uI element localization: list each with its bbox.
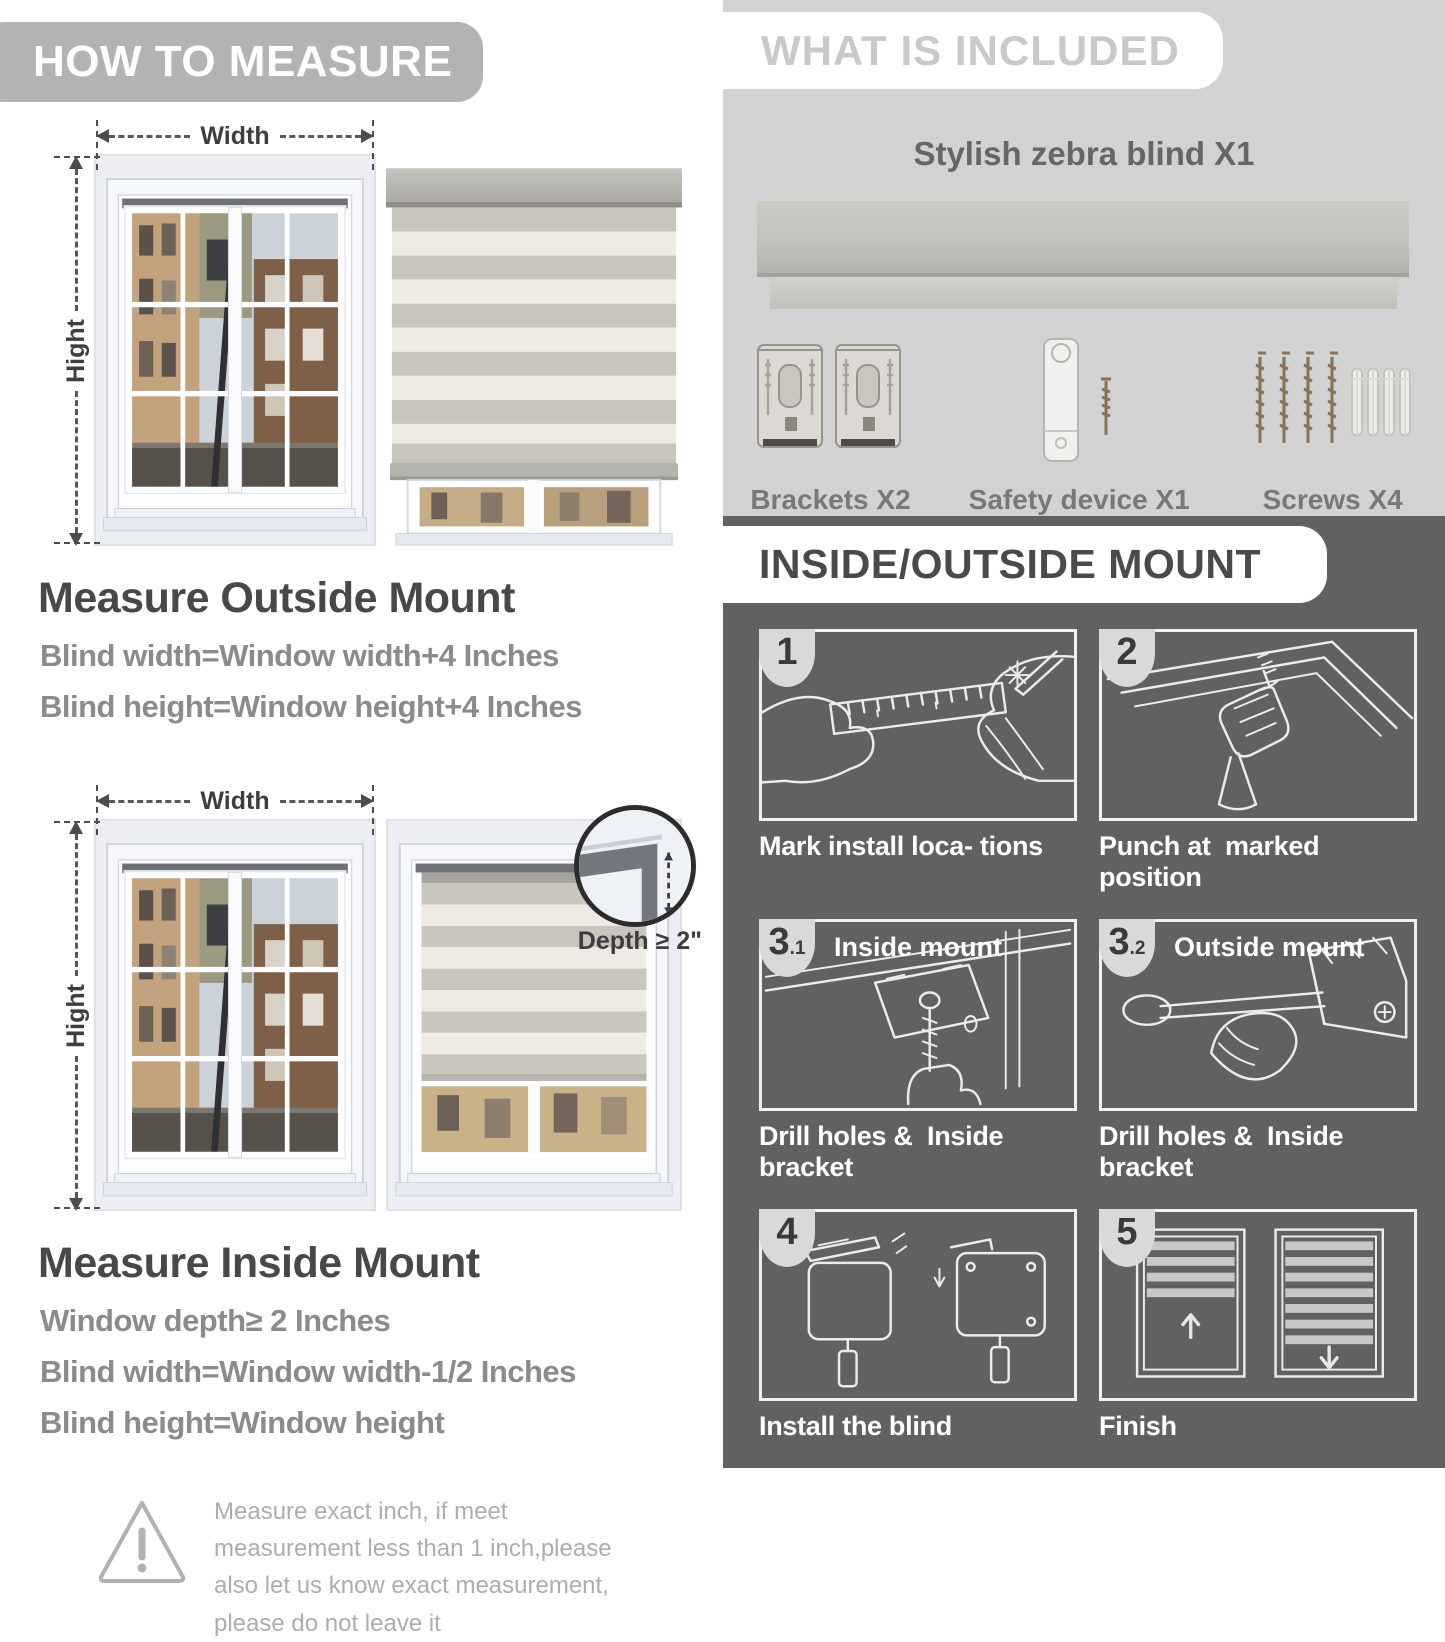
step-caption: Punch at marked position xyxy=(1099,831,1327,892)
step-4 xyxy=(759,1209,1077,1458)
width-arrow xyxy=(94,783,376,819)
warning-triangle-icon xyxy=(96,1497,188,1585)
height-arrow xyxy=(58,819,94,1211)
step-panel xyxy=(759,629,1077,821)
outside-mount-line: Blind width=Window width+4 Inches xyxy=(40,638,559,673)
step-caption: Drill holes & Inside bracket xyxy=(1099,1121,1351,1182)
brackets-icon xyxy=(755,335,905,465)
inside-mount-figure xyxy=(58,783,702,1211)
step-caption: Drill holes & Inside bracket xyxy=(759,1121,1011,1182)
step-panel xyxy=(759,919,1077,1111)
step-3-1 xyxy=(759,919,1077,1199)
width-label: Width xyxy=(200,786,270,815)
item-label: Safety device X1 xyxy=(968,484,1190,515)
inside-mount-line: Blind width=Window width-1/2 Inches xyxy=(40,1354,576,1389)
step-caption: Mark install loca- tions xyxy=(759,831,1043,861)
height-label: Hight xyxy=(61,984,90,1048)
step-panel xyxy=(1099,1209,1417,1401)
how-to-measure-title: HOW TO MEASURE xyxy=(33,37,453,86)
step-panel xyxy=(1099,919,1417,1111)
inside-mount-line: Blind height=Window height xyxy=(40,1405,445,1440)
mount-section-title: INSIDE/OUTSIDE MOUNT xyxy=(759,541,1262,587)
right-column xyxy=(723,0,1445,1445)
install-steps-grid xyxy=(759,629,1417,1468)
inside-mount-heading: Measure Inside Mount xyxy=(38,1239,480,1287)
step-number-badge: 3 .2 xyxy=(1099,919,1155,977)
step-5 xyxy=(1099,1209,1417,1458)
outside-mount-figure xyxy=(58,118,682,546)
step-1 xyxy=(759,629,1077,909)
inside-blind-illustration xyxy=(386,819,702,1211)
step-3-2 xyxy=(1099,919,1417,1199)
outside-mount-line: Blind height=Window height+4 Inches xyxy=(40,689,582,724)
step-number-badge: 5 xyxy=(1099,1209,1155,1267)
warning-text: Measure exact inch, if meet measurement less than 1 inch,please also let us know exact measurement, please do not leave it xyxy=(214,1498,612,1637)
depth-label: Depth ≥ 2" xyxy=(577,927,702,955)
step-caption: Finish xyxy=(1099,1411,1177,1441)
step-panel xyxy=(1099,629,1417,821)
step-panel xyxy=(759,1209,1077,1401)
window-illustration xyxy=(94,819,376,1211)
height-arrow xyxy=(58,154,94,546)
inside-outside-mount-section xyxy=(723,516,1445,1468)
step-number-badge: 1 xyxy=(759,629,815,687)
step-number-badge: 4 xyxy=(759,1209,815,1267)
how-to-measure-header xyxy=(0,22,483,102)
step-caption: Install the blind xyxy=(759,1411,952,1441)
screws-icon xyxy=(1248,335,1418,465)
product-label: Stylish zebra blind X1 xyxy=(913,135,1255,172)
inside-mount-line: Window depth≥ 2 Inches xyxy=(40,1303,391,1338)
what-is-included-header xyxy=(723,12,1223,89)
safety-device-icon xyxy=(1014,335,1144,465)
height-label: Hight xyxy=(61,319,90,383)
headrail-illustration xyxy=(757,199,1412,311)
step-panel-title: Inside mount xyxy=(834,932,1002,962)
included-items xyxy=(723,335,1445,516)
step-number-badge: 2 xyxy=(1099,629,1155,687)
magnifier-icon xyxy=(574,805,696,927)
included-item-screws xyxy=(1248,335,1418,516)
step-2 xyxy=(1099,629,1417,909)
included-item-safety-device xyxy=(969,335,1190,516)
item-label: Screws X4 xyxy=(1262,484,1403,515)
outside-blind-illustration xyxy=(386,154,682,546)
mount-section-header xyxy=(723,526,1327,603)
measure-warning xyxy=(96,1493,636,1642)
width-arrow xyxy=(94,118,376,154)
how-to-measure-section xyxy=(0,0,723,1637)
what-is-included-section xyxy=(723,0,1445,516)
included-item-brackets xyxy=(750,335,910,516)
width-label: Width xyxy=(200,121,270,150)
item-label: Brackets X2 xyxy=(750,484,911,515)
step-panel-title: Outside mount xyxy=(1174,932,1365,962)
outside-mount-heading: Measure Outside Mount xyxy=(38,574,515,622)
what-is-included-title: WHAT IS INCLUDED xyxy=(761,26,1180,74)
window-illustration xyxy=(94,154,376,546)
step-number-badge: 3 .1 xyxy=(759,919,815,977)
